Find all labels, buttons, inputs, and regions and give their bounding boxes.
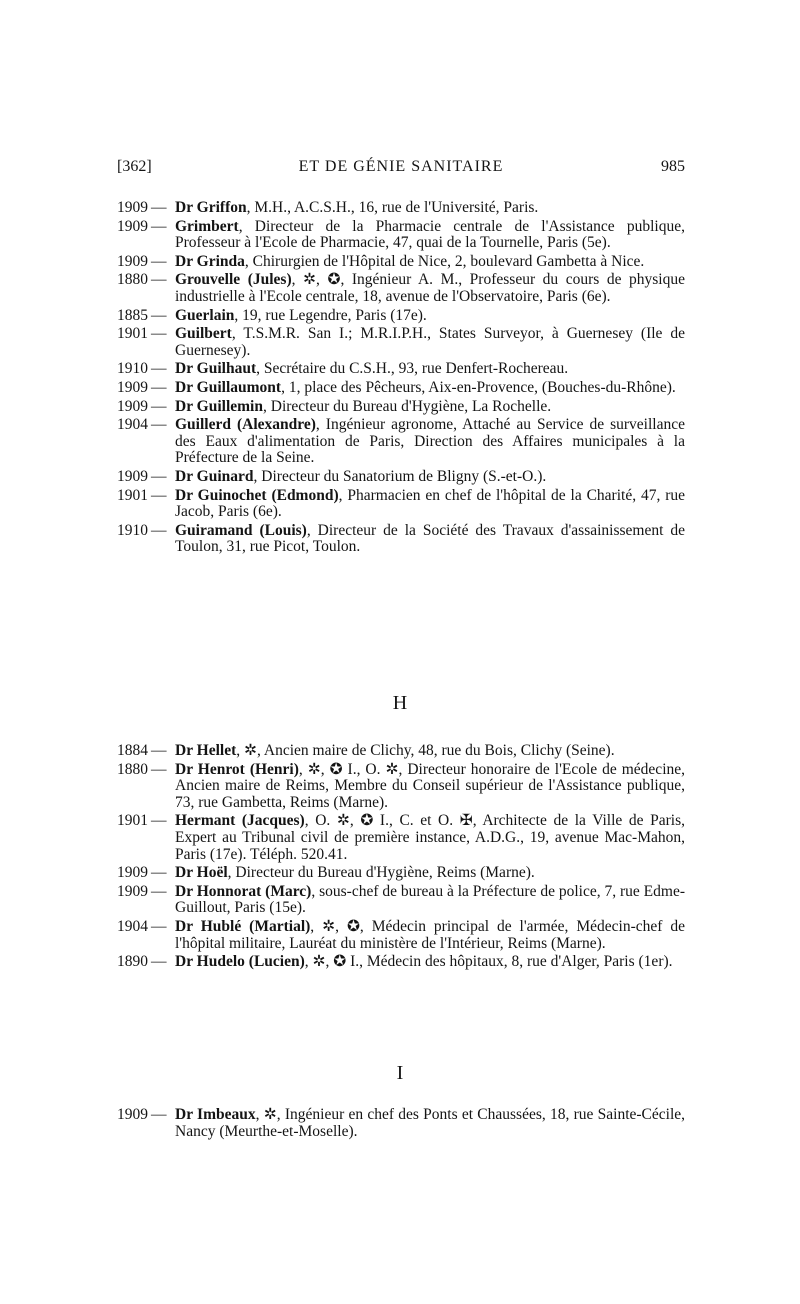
entry-name: Guiramand (Louis): [175, 521, 307, 539]
entry-dash: —: [151, 325, 167, 343]
entry-dash: —: [151, 378, 167, 396]
running-header: [117, 158, 685, 182]
member-entry: [117, 1107, 685, 1140]
entry-year: 1909: [117, 1106, 148, 1123]
entry-name: Grinda: [196, 252, 245, 270]
entry-name: Griffon: [196, 199, 247, 216]
entry-dash: —: [151, 521, 167, 539]
entry-dash: —: [151, 864, 167, 882]
entry-dash: —: [151, 917, 167, 935]
member-entry: [117, 361, 685, 378]
entry-year: 1880: [117, 760, 148, 778]
section-i-list: [117, 1107, 685, 1142]
member-entry: [117, 488, 685, 521]
member-entry: [117, 743, 685, 760]
entry-details: , ✲, ✪ I., O. ✲, Directeur honoraire de l'Ecole de médecine, Ancien maire de Reims, Membre du Conseil supérieur de l'Assistance publique, 73, rue Gambetta, Reims (Marne).: [175, 760, 685, 811]
entry-name: Guillaumont: [196, 378, 282, 396]
member-entry: [117, 523, 685, 556]
entry-dash: —: [151, 1106, 167, 1123]
entry-details: , 19, rue Legendre, Paris (17e).: [234, 306, 427, 324]
entry-year: 1909: [117, 252, 148, 270]
member-entry: [117, 219, 685, 252]
entry-dash: —: [151, 467, 167, 485]
member-entry: [117, 399, 685, 416]
entry-title-prefix: Dr: [175, 1106, 198, 1123]
member-entry: [117, 813, 685, 863]
page-number: 985: [661, 158, 685, 175]
entry-year: 1884: [117, 742, 148, 759]
entry-year: 1909: [117, 199, 148, 216]
entry-details: , 1, place des Pêcheurs, Aix-en-Provence, (Bouches-du-Rhône).: [281, 378, 676, 396]
entry-name: Guerlain: [175, 306, 235, 324]
entry-year: 1909: [117, 882, 148, 900]
entry-year: 1909: [117, 467, 148, 485]
entry-title-prefix: Dr: [175, 252, 197, 270]
entry-title-prefix: Dr: [175, 199, 197, 216]
member-entry: [117, 954, 685, 971]
entry-dash: —: [151, 882, 167, 900]
section-letter-h: H: [392, 692, 408, 714]
member-entry: [117, 469, 685, 486]
entry-name: Grimbert: [175, 217, 239, 235]
section-h-list: [117, 743, 685, 973]
entry-year: 1909: [117, 378, 148, 396]
section-g-list: [117, 200, 685, 558]
entry-dash: —: [151, 360, 167, 378]
running-title: ET DE GÉNIE SANITAIRE: [298, 158, 504, 175]
entry-details: , M.H., A.C.S.H., 16, rue de l'Université, Paris.: [246, 199, 539, 216]
entry-year: 1909: [117, 864, 148, 882]
entry-name: Grouvelle (Jules): [175, 271, 292, 289]
entry-dash: —: [151, 416, 167, 434]
entry-year: 1901: [117, 486, 148, 504]
member-entry: [117, 326, 685, 359]
entry-title-prefix: Dr: [175, 486, 198, 504]
entry-details: , ✲, ✪, Médecin principal de l'armée, Médecin-chef de l'hôpital militaire, Lauréat du ministère de l'Intérieur, Reims (Marne).: [175, 917, 685, 952]
entry-name: Honnorat (Marc): [196, 882, 312, 900]
entry-year: 1910: [117, 360, 148, 378]
entry-dash: —: [151, 486, 167, 504]
entry-name: Guilhaut: [196, 360, 257, 378]
entry-year: 1909: [117, 217, 148, 235]
entry-details: , T.S.M.R. San I.; M.R.I.P.H., States Surveyor, à Guernesey (Ile de Guernesey).: [175, 325, 685, 359]
entry-details: , Directeur de la Pharmacie centrale de l'Assistance publique, Professeur à l'Ecole de Pharmacie, 47, quai de la Tournelle, Paris (5e).: [175, 217, 685, 252]
entry-year: 1910: [117, 521, 148, 539]
member-entry: [117, 919, 685, 952]
entry-name: Hellet: [196, 742, 237, 759]
entry-details: , ✲, ✪, Ingénieur A. M., Professeur du cours de physique industrielle à l'Ecole centrale, 18, avenue de l'Observatoire, Paris (6e).: [175, 271, 685, 305]
entry-title-prefix: Dr: [175, 917, 201, 935]
member-entry: [117, 254, 685, 271]
entry-year: 1904: [117, 917, 148, 935]
entry-name: Hublé (Martial): [200, 917, 311, 935]
entry-name: Hermant (Jacques): [175, 812, 305, 830]
entry-title-prefix: Dr: [175, 760, 198, 778]
member-entry: [117, 380, 685, 397]
entry-year: 1885: [117, 306, 148, 324]
entry-name: Imbeaux: [197, 1106, 256, 1123]
entry-dash: —: [151, 217, 167, 235]
member-entry: [117, 762, 685, 812]
entry-details: , Secrétaire du C.S.H., 93, rue Denfert-Rochereau.: [256, 360, 569, 378]
entry-year: 1904: [117, 416, 148, 434]
entry-title-prefix: Dr: [175, 360, 197, 378]
entry-details: , O. ✲, ✪ I., C. et O. ✠, Architecte de la Ville de Paris, Expert au Tribunal civil de première instance, A.D.G., 19, avenue Mac-Mahon, Paris (17e). Téléph. 520.41.: [175, 812, 685, 863]
entry-dash: —: [151, 812, 167, 830]
entry-name: Guinard: [196, 467, 254, 485]
member-entry: [117, 308, 685, 325]
entry-dash: —: [151, 252, 167, 270]
entry-details: , Directeur du Bureau d'Hygiène, Reims (Marne).: [227, 864, 535, 882]
entry-year: 1880: [117, 271, 148, 289]
entry-details: , ✲, Ingénieur en chef des Ponts et Chaussées, 18, rue Sainte-Cécile, Nancy (Meurthe-et-Moselle).: [175, 1106, 686, 1140]
entry-details: , Directeur de la Société des Travaux d'assainissement de Toulon, 31, rue Picot, Toulon.: [175, 521, 686, 556]
member-entry: [117, 417, 685, 467]
member-entry: [117, 865, 685, 882]
entry-dash: —: [151, 199, 167, 216]
entry-details: , ✲, ✪ I., Médecin des hôpitaux, 8, rue d'Alger, Paris (1er).: [304, 953, 673, 971]
entry-details: , Ingénieur agronome, Attaché au Service de surveillance des Eaux d'alimentation de Paris, Direction des Affaires municipales à la Préfecture de la Seine.: [175, 416, 685, 467]
entry-details: , Directeur du Bureau d'Hygiène, La Rochelle.: [263, 397, 552, 415]
entry-details: , Pharmacien en chef de l'hôpital de la Charité, 47, rue Jacob, Paris (6e).: [175, 486, 685, 521]
entry-title-prefix: Dr: [175, 378, 197, 396]
entry-title-prefix: Dr: [175, 864, 197, 882]
entry-name: Guilbert: [175, 325, 232, 343]
entry-name: Henrot (Henri): [197, 760, 299, 778]
member-entry: [117, 272, 685, 305]
entry-title-prefix: Dr: [175, 953, 197, 971]
entry-dash: —: [151, 953, 167, 971]
entry-year: 1890: [117, 953, 148, 971]
entry-dash: —: [151, 271, 167, 289]
entry-name: Hudelo (Lucien): [196, 953, 305, 971]
entry-name: Hoël: [196, 864, 228, 882]
entry-year: 1901: [117, 812, 148, 830]
entry-name: Guillemin: [196, 397, 263, 415]
entry-dash: —: [151, 742, 167, 759]
entry-name: Guillerd (Alexandre): [175, 416, 316, 434]
entry-year: 1901: [117, 325, 148, 343]
entry-details: , Directeur du Sanatorium de Bligny (S.-et-O.).: [253, 467, 547, 485]
entry-details: , ✲, Ancien maire de Clichy, 48, rue du Bois, Clichy (Seine).: [236, 742, 615, 759]
entry-title-prefix: Dr: [175, 467, 197, 485]
entry-title-prefix: Dr: [175, 882, 197, 900]
entry-title-prefix: Dr: [175, 742, 197, 759]
member-entry: [117, 884, 685, 917]
entry-title-prefix: Dr: [175, 397, 197, 415]
entry-dash: —: [151, 397, 167, 415]
page-signature: [362]: [117, 158, 152, 175]
entry-dash: —: [151, 306, 167, 324]
entry-details: , Chirurgien de l'Hôpital de Nice, 2, boulevard Gambetta à Nice.: [244, 252, 645, 270]
entry-details: , sous-chef de bureau à la Préfecture de police, 7, rue Edme-Guillout, Paris (15e).: [175, 882, 685, 917]
section-letter-i: I: [396, 1062, 404, 1084]
member-entry: [117, 200, 685, 217]
entry-name: Guinochet (Edmond): [197, 486, 339, 504]
entry-dash: —: [151, 760, 167, 778]
entry-year: 1909: [117, 397, 148, 415]
